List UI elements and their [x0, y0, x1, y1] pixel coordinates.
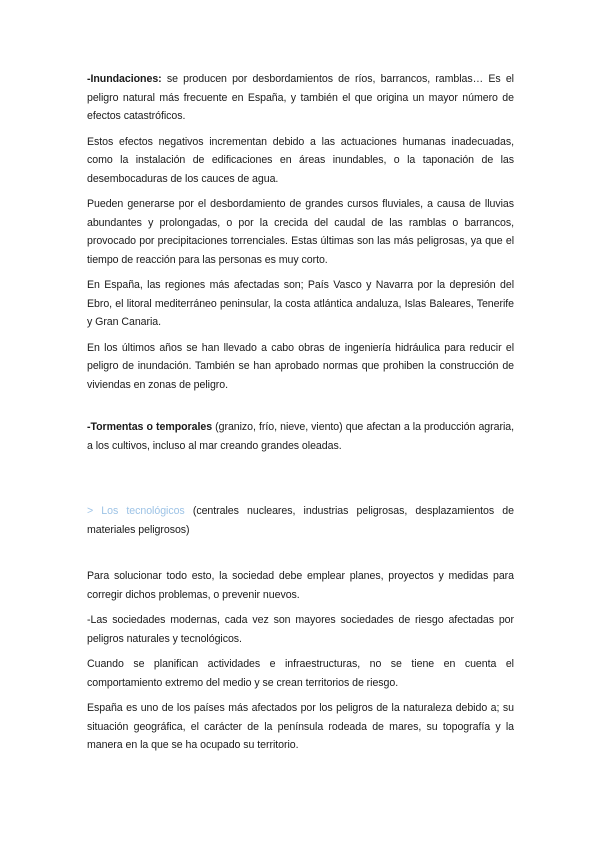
tecnologicos-heading: > Los tecnológicos: [87, 505, 185, 517]
document-page: [87, 70, 514, 755]
paragraph-tormentas: [87, 418, 514, 455]
tormentas-text: (granizo, frío, nieve, viento) que afectan a la producción agraria, a los cultivos, incluso al mar creando grandes oleadas.: [87, 421, 514, 452]
paragraph-sociedades: -Las sociedades modernas, cada vez son mayores sociedades de riesgo afectadas por peligros naturales y tecnológicos.: [87, 614, 514, 645]
paragraph-solucionar: Para solucionar todo esto, la sociedad debe emplear planes, proyectos y medidas para corregir dichos problemas, o prevenir nuevos.: [87, 570, 514, 601]
inundaciones-heading: -Inundaciones:: [87, 73, 162, 85]
paragraph-planifican: Cuando se planifican actividades e infraestructuras, no se tiene en cuenta el comportamiento extremo del medio y se crean territorios de riesgo.: [87, 658, 514, 689]
paragraph-efectos: Estos efectos negativos incrementan debido a las actuaciones humanas inadecuadas, como la instalación de edificaciones en áreas inundables, o la taponación de las desembocaduras de los cauces de agua.: [87, 135, 514, 185]
tecnologicos-text: (centrales nucleares, industrias peligrosas, desplazamientos de materiales peligrosos): [87, 505, 514, 536]
tormentas-heading: -Tormentas o temporales: [87, 421, 213, 433]
paragraph-espana: España es uno de los países más afectados por los peligros de la naturaleza debido a; su situación geográfica, el carácter de la península rodeada de mares, su topografía y la manera en la que se ha ocupado su territorio.: [87, 702, 514, 751]
paragraph-regiones: En España, las regiones más afectadas son; País Vasco y Navarra por la depresión del Ebro, el litoral mediterráneo peninsular, la costa atlántica andaluza, Islas Baleares, Tenerife y Gran Canaria.: [87, 279, 514, 328]
paragraph-inundaciones: [87, 70, 514, 126]
paragraph-pueden: Pueden generarse por el desbordamiento de grandes cursos fluviales, a causa de lluvias abundantes y prolongadas, o por la crecida del caudal de las ramblas o barrancos, provocado por precipitaciones torrenciales. Estas últimas son las más peligrosas, ya que el tiempo de reacción para las personas es muy corto.: [87, 198, 514, 266]
paragraph-obras: En los últimos años se han llevado a cabo obras de ingeniería hidráulica para reducir el peligro de inundación. También se han aprobado normas que prohiben la construcción de viviendas en zonas de peligro.: [87, 341, 514, 391]
paragraph-tecnologicos: [87, 502, 514, 539]
inundaciones-text: se producen por desbordamientos de ríos, barrancos, ramblas… Es el peligro natural más frecuente en España, y también el que origina un mayor número de efectos catastróficos.: [87, 73, 514, 122]
